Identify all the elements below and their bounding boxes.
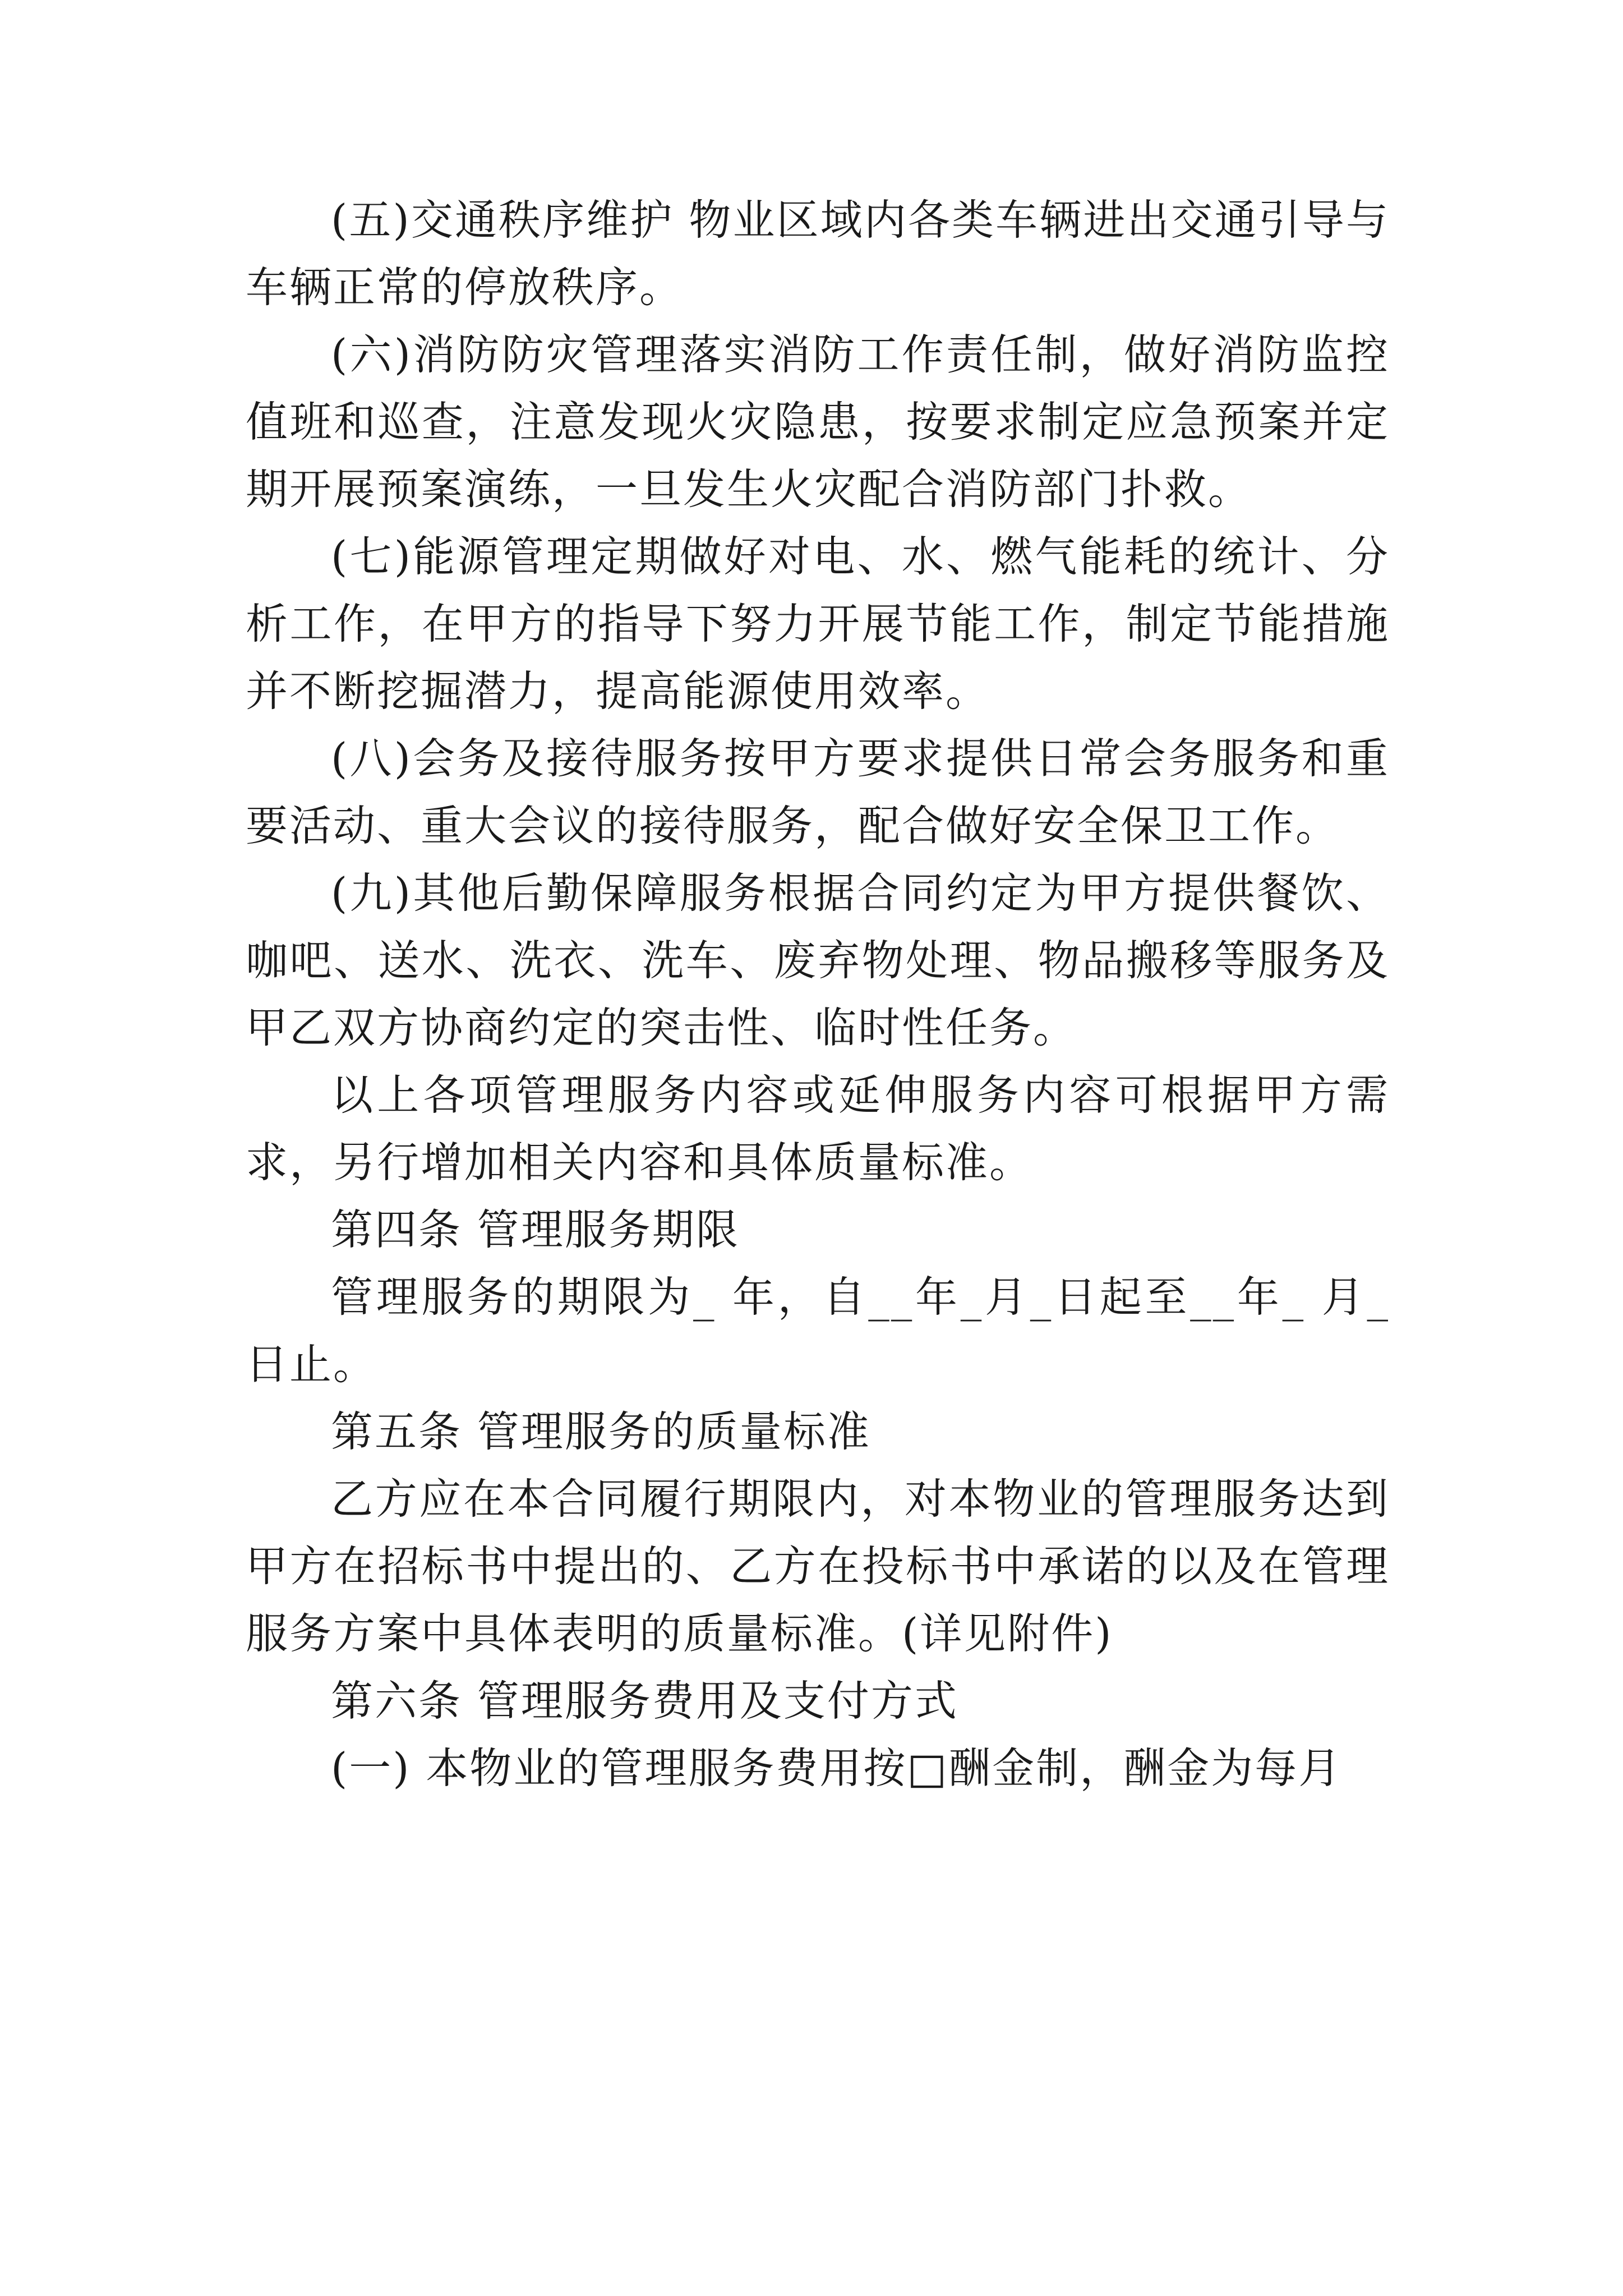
paragraph-energy-management: (七)能源管理定期做好对电、水、燃气能耗的统计、分析工作，在甲方的指导下努力开展节能工作，制定节能措施并不断挖掘潜力，提高能源使用效率。	[246, 532, 1390, 716]
heading-article-6: 第六条 管理服务费用及支付方式	[331, 1676, 958, 1726]
paragraph-quality-standard: 乙方应在本合同履行期限内，对本物业的管理服务达到甲方在招标书中提出的、乙方在投标书中承诺的以及在管理服务方案中具体表明的质量标准。(详见附件)	[246, 1474, 1390, 1658]
heading-article-5: 第五条 管理服务的质量标准	[331, 1407, 871, 1456]
heading-article-4: 第四条 管理服务期限	[331, 1205, 740, 1254]
document-body	[246, 186, 1390, 1802]
paragraph-logistics-service: (九)其他后勤保障服务根据合同约定为甲方提供餐饮、咖吧、送水、洗衣、洗车、废弃物处理、物品搬移等服务及甲乙双方协商约定的突击性、临时性任务。	[246, 868, 1390, 1052]
paragraph-reception-service: (八)会务及接待服务按甲方要求提供日常会务服务和重要活动、重大会议的接待服务，配合做好安全保卫工作。	[246, 734, 1390, 850]
paragraph-service-period: 管理服务的期限为_ 年，自__年_月_日起至__年_ 月_日止。	[246, 1272, 1390, 1389]
paragraph-traffic-order: (五)交通秩序维护 物业区域内各类车辆进出交通引导与车辆正常的停放秩序。	[246, 195, 1390, 312]
paragraph-fire-prevention: (六)消防防灾管理落实消防工作责任制，做好消防监控值班和巡查，注意发现火灾隐患，按要求制定应急预案并定期开展预案演练，一旦发生火灾配合消防部门扑救。	[246, 330, 1390, 514]
paragraph-additional-content: 以上各项管理服务内容或延伸服务内容可根据甲方需求，另行增加相关内容和具体质量标准。	[246, 1070, 1390, 1187]
paragraph-fee-method: (一) 本物业的管理服务费用按□酬金制，酬金为每月	[331, 1743, 1343, 1793]
